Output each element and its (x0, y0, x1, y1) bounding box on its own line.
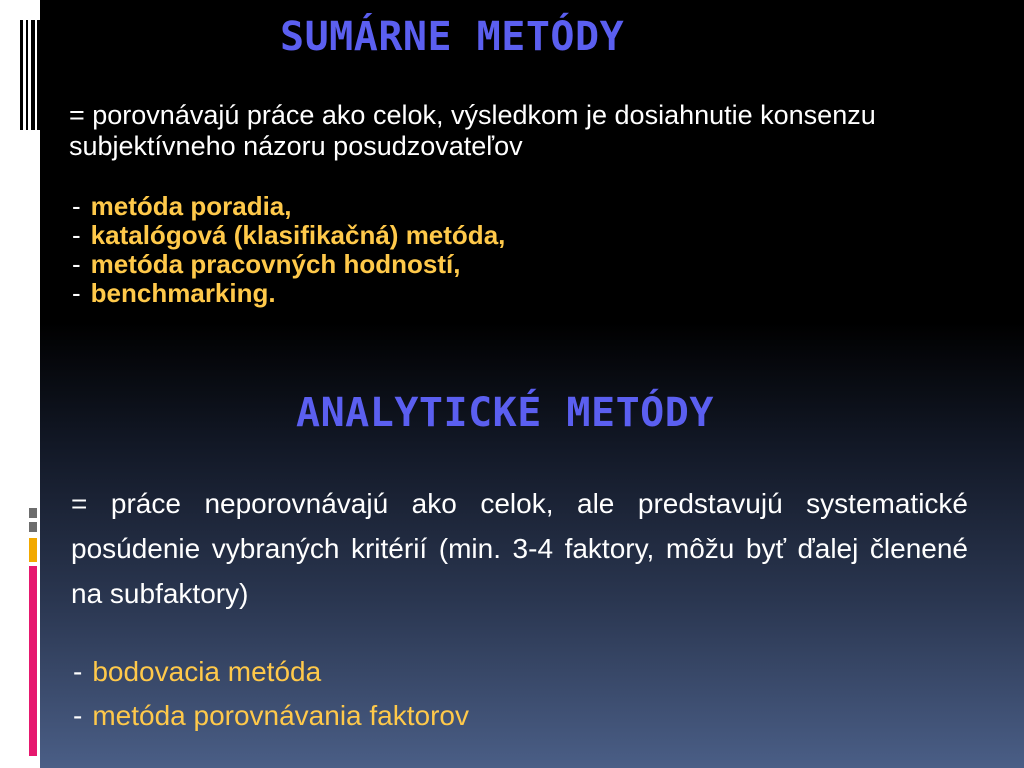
analyticke-list (73, 650, 469, 738)
list-item-label: metóda poradia, (90, 191, 292, 221)
list-item (73, 694, 469, 738)
title-analyticke: ANALYTICKÉ METÓDY (296, 390, 714, 436)
list-item-label: benchmarking. (90, 278, 276, 308)
list-item (72, 192, 505, 221)
accent-gray-block (29, 508, 37, 518)
sumarne-definition: = porovnávajú práce ako celok, výsledkom je dosiahnutie konsenzu subjektívneho názoru posudzovateľov (69, 100, 876, 161)
bullet-dash: - (72, 220, 81, 250)
list-item (72, 250, 505, 279)
decor-bar (20, 20, 23, 130)
title-sumarne: SUMÁRNE METÓDY (280, 14, 625, 60)
decor-bar (31, 20, 35, 130)
decor-bar (26, 20, 28, 130)
accent-pink-block (29, 566, 37, 756)
list-item-label: metóda porovnávania faktorov (92, 700, 470, 731)
decorative-bars (20, 20, 40, 130)
bullet-dash: - (73, 700, 83, 731)
list-item (72, 221, 505, 250)
bullet-dash: - (72, 249, 81, 279)
analyticke-definition: = práce neporovnávajú ako celok, ale predstavujú systematické posúdenie vybraných kritérií (min. 3-4 faktory, môžu byť ďalej členené na subfaktory) (71, 488, 968, 609)
accent-orange-block (29, 538, 37, 562)
left-decoration-strip (0, 0, 40, 768)
list-item-label: katalógová (klasifikačná) metóda, (90, 220, 506, 250)
decor-bar (37, 20, 40, 130)
list-item (73, 650, 469, 694)
list-item-label: metóda pracovných hodností, (90, 249, 461, 279)
accent-gray-block (29, 522, 37, 532)
bullet-dash: - (73, 656, 83, 687)
list-item-label: bodovacia metóda (92, 656, 322, 687)
sumarne-list (72, 192, 505, 308)
bullet-dash: - (72, 278, 81, 308)
list-item (72, 279, 505, 308)
bullet-dash: - (72, 191, 81, 221)
